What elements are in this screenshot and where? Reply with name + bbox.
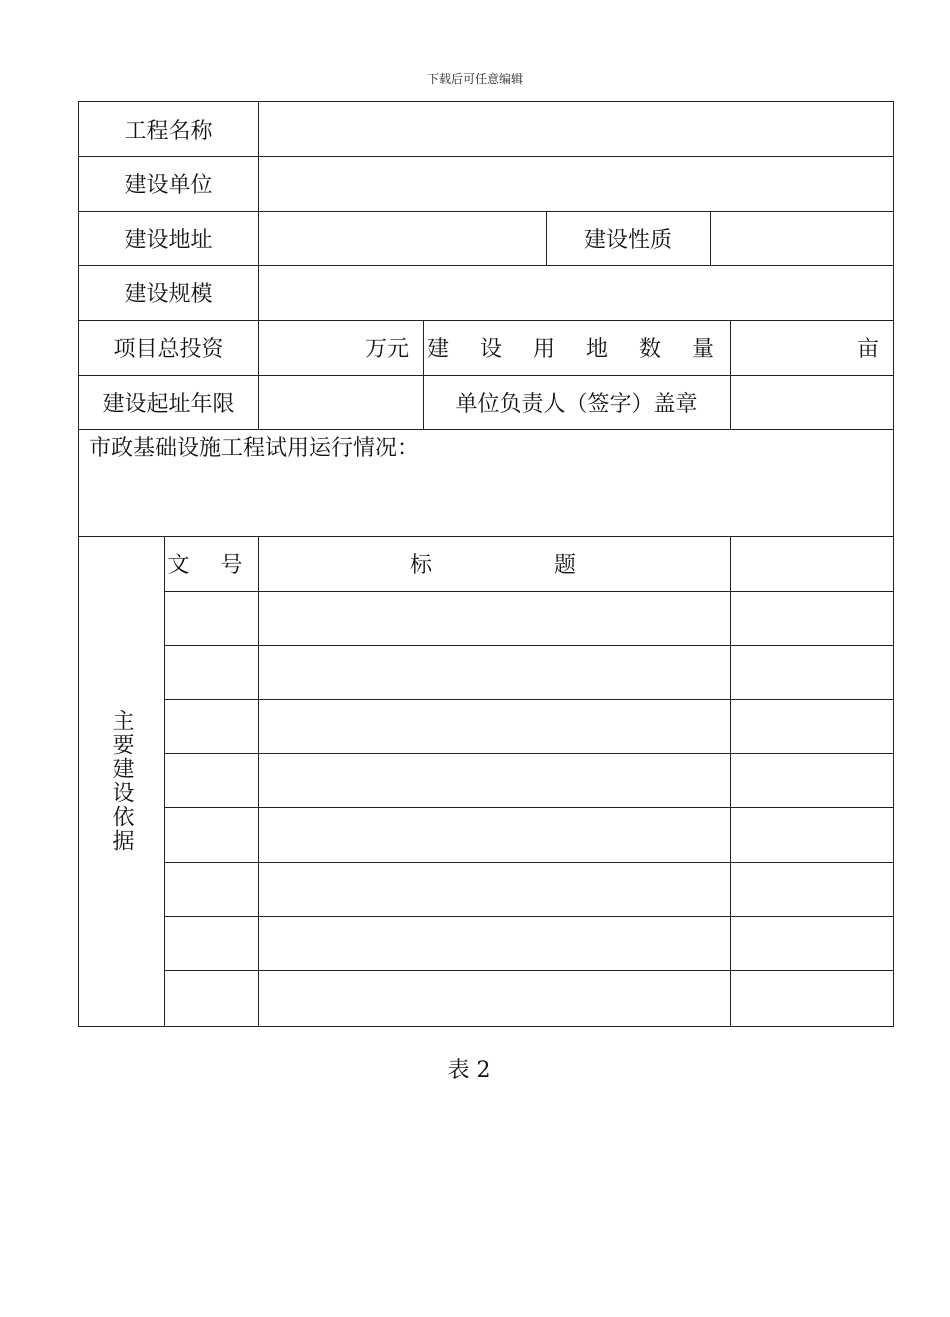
nature-label: 建设性质 [546, 211, 711, 266]
doc-no-cell[interactable] [164, 808, 259, 863]
doc-no-header-text: 文 号 [167, 553, 255, 578]
investment-label: 项目总投资 [78, 320, 259, 376]
remark-header [730, 536, 894, 592]
title-cell[interactable] [258, 808, 731, 863]
doc-no-cell[interactable] [164, 699, 259, 754]
period-label: 建设起址年限 [78, 375, 259, 430]
land-label [423, 320, 731, 376]
builder-field[interactable] [258, 156, 894, 212]
basis-side-label [78, 536, 165, 1027]
header-note: 下载后可任意编辑 [426, 72, 523, 86]
doc-no-cell[interactable] [164, 916, 259, 971]
doc-no-cell[interactable] [164, 645, 259, 700]
remark-cell[interactable] [730, 699, 894, 754]
doc-no-cell[interactable] [164, 753, 259, 808]
project-name-label: 工程名称 [78, 101, 259, 157]
basis-side-label-text: 主要建设依据 [109, 709, 134, 853]
table-caption: 表 2 [447, 1058, 491, 1083]
responsible-field[interactable] [730, 375, 894, 430]
doc-no-cell[interactable] [164, 862, 259, 917]
operation-section[interactable] [78, 429, 894, 537]
remark-cell[interactable] [730, 916, 894, 971]
land-field[interactable]: 亩 [730, 320, 894, 376]
title-cell[interactable] [258, 970, 731, 1027]
title-cell[interactable] [258, 916, 731, 971]
remark-cell[interactable] [730, 808, 894, 863]
scale-label: 建设规模 [78, 265, 259, 321]
land-label-text: 建 设 用 地 数 量 [427, 337, 726, 362]
remark-cell[interactable] [730, 862, 894, 917]
remark-cell[interactable] [730, 753, 894, 808]
title-header [258, 536, 731, 592]
title-cell[interactable] [258, 753, 731, 808]
title-cell[interactable] [258, 645, 731, 700]
remark-cell[interactable] [730, 591, 894, 646]
scale-field[interactable] [258, 265, 894, 321]
address-label: 建设地址 [78, 211, 259, 266]
period-field[interactable] [258, 375, 424, 430]
investment-field[interactable]: 万元 [258, 320, 424, 376]
address-field[interactable] [258, 211, 547, 266]
title-cell[interactable] [258, 862, 731, 917]
title-cell[interactable] [258, 591, 731, 646]
doc-no-cell[interactable] [164, 591, 259, 646]
doc-no-cell[interactable] [164, 970, 259, 1027]
operation-label: 市政基础设施工程试用运行情况： [89, 436, 420, 461]
responsible-label: 单位负责人（签字）盖章 [423, 375, 731, 430]
project-name-field[interactable] [258, 101, 894, 157]
title-header-right: 题 [554, 553, 577, 578]
title-cell[interactable] [258, 699, 731, 754]
remark-cell[interactable] [730, 645, 894, 700]
title-header-left: 标 [410, 553, 433, 578]
builder-label: 建设单位 [78, 156, 259, 212]
remark-cell[interactable] [730, 970, 894, 1027]
nature-field[interactable] [710, 211, 894, 266]
doc-no-header [164, 536, 259, 592]
